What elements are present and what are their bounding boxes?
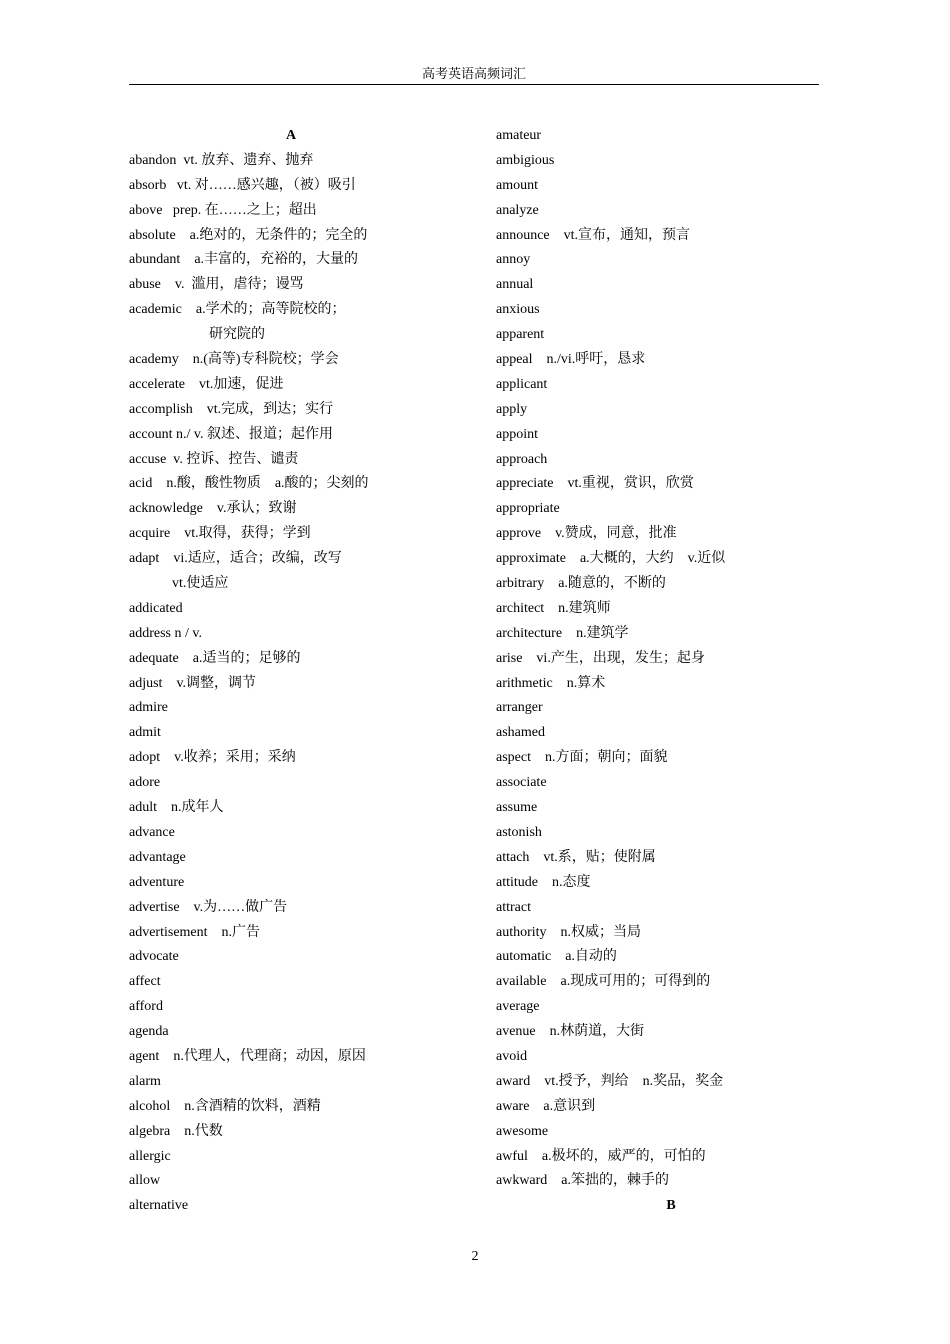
vocab-entry: applicant [496, 376, 548, 392]
vocab-entry: advocate [129, 949, 179, 965]
vocab-entry: address n / v. [129, 625, 202, 641]
vocab-entry: attach vt.系，贴；使附属 [496, 849, 656, 865]
vocab-entry: award vt.授予，判给 n.奖品，奖金 [496, 1073, 724, 1089]
vocab-entry: absolute a.绝对的，无条件的；完全的 [129, 227, 368, 243]
vocab-entry-continuation: vt.使适应 [172, 576, 229, 592]
vocab-entry: advance [129, 824, 175, 840]
vocab-entry: aware a.意识到 [496, 1098, 596, 1114]
vocab-entry: alternative [129, 1198, 189, 1214]
vocab-entry: appreciate vt.重视，赏识，欣赏 [496, 476, 694, 492]
vocab-entry: arranger [496, 700, 543, 716]
vocab-entry: attract [496, 899, 531, 915]
vocab-entry: accomplish vt.完成，到达；实行 [129, 401, 334, 417]
vocab-entry: allergic [129, 1148, 171, 1164]
vocab-entry: adult n.成年人 [129, 800, 224, 816]
vocab-entry: adventure [129, 874, 185, 890]
vocab-entry: ambigious [496, 152, 555, 168]
vocab-entry: announce vt.宣布，通知，预言 [496, 227, 691, 243]
vocab-entry: academic a.学术的；高等院校的； [129, 302, 346, 318]
vocab-entry: approximate a.大概的，大约 v.近似 [496, 551, 726, 567]
vocab-entry: avenue n.林荫道，大街 [496, 1024, 645, 1040]
vocab-entry: architect n.建筑师 [496, 600, 611, 616]
vocab-entry: assume [496, 800, 538, 816]
vocab-entry: acknowledge v.承认；致谢 [129, 501, 297, 517]
vocab-entry: authority n.权威；当局 [496, 924, 642, 940]
vocab-entry: appeal n./vi.呼吁，恳求 [496, 352, 646, 368]
vocab-entry: annual [496, 277, 534, 293]
vocab-entry: arbitrary a.随意的，不断的 [496, 576, 666, 592]
vocab-entry: absorb vt. 对……感兴趣，（被）吸引 [129, 177, 356, 193]
vocab-entry: admire [129, 700, 168, 716]
vocab-entry: approve v.赞成，同意，批准 [496, 526, 677, 542]
vocab-entry: algebra n.代数 [129, 1123, 223, 1139]
vocab-entry: arithmetic n.算术 [496, 675, 606, 691]
vocab-entry: awkward a.笨拙的，棘手的 [496, 1173, 670, 1189]
vocab-entry: abuse v. 滥用，虐待；谩骂 [129, 277, 304, 293]
vocab-entry: afford [129, 999, 163, 1015]
vocab-entry: apply [496, 401, 528, 417]
vocab-entry: astonish [496, 824, 542, 840]
vocab-entry: adequate a.适当的；足够的 [129, 650, 301, 666]
vocab-entry: above prep. 在……之上；超出 [129, 202, 317, 218]
vocab-entry: attitude n.态度 [496, 874, 591, 890]
page-number: 2 [471, 1249, 479, 1264]
vocab-entry: adopt v.收养；采用；采纳 [129, 750, 296, 766]
vocab-entry: affect [129, 974, 161, 990]
vocab-entry: annoy [496, 252, 531, 268]
vocab-entry: aspect n.方面；朝向；面貌 [496, 750, 668, 766]
vocab-entry: academy n.(高等)专科院校；学会 [129, 352, 339, 368]
vocab-entry: agenda [129, 1024, 169, 1040]
vocab-entry: acid n.酸，酸性物质 a.酸的；尖刻的 [129, 476, 369, 492]
vocab-entry: avoid [496, 1048, 528, 1064]
vocab-entry: architecture n.建筑学 [496, 625, 629, 641]
left-column [129, 124, 469, 1219]
vocab-entry: admit [129, 725, 161, 741]
vocab-entry: arise vi.产生，出现，发生；起身 [496, 650, 705, 666]
vocab-entry: appropriate [496, 501, 560, 517]
vocab-entry: advantage [129, 849, 186, 865]
vocab-entry: advertisement n.广告 [129, 924, 261, 940]
vocab-entry: alarm [129, 1073, 161, 1089]
right-column [496, 124, 826, 1219]
vocab-entry: awesome [496, 1123, 549, 1139]
vocab-entry: anxious [496, 302, 540, 318]
vocab-entry: automatic a.自动的 [496, 949, 617, 965]
section-letter: B [666, 1198, 676, 1214]
vocab-entry: abundant a.丰富的，充裕的，大量的 [129, 252, 359, 268]
vocab-entry: available a.现成可用的；可得到的 [496, 974, 711, 990]
vocab-entry: agent n.代理人，代理商；动因，原因 [129, 1048, 366, 1064]
vocab-entry: apparent [496, 327, 545, 343]
section-letter: A [285, 128, 297, 143]
vocab-entry: advertise v.为……做广告 [129, 899, 288, 915]
vocab-entry: adjust v.调整，调节 [129, 675, 257, 691]
vocab-entry: accuse v. 控诉、控告、谴责 [129, 451, 299, 467]
vocab-entry: awful a.极坏的，威严的，可怕的 [496, 1148, 706, 1164]
vocab-entry: appoint [496, 426, 538, 442]
vocab-entry: adapt vi.适应，适合；改编，改写 [129, 551, 342, 567]
vocab-entry: account n./ v. 叙述、报道；起作用 [129, 426, 334, 442]
vocab-entry: allow [129, 1173, 161, 1189]
vocab-entry: approach [496, 451, 548, 467]
vocab-entry-continuation: 研究院的 [209, 327, 265, 343]
header-divider [129, 84, 819, 85]
vocab-entry: amateur [496, 128, 542, 143]
vocab-entry: addicated [129, 600, 183, 616]
vocab-entry: alcohol n.含酒精的饮料，酒精 [129, 1098, 321, 1114]
page-header-title: 高考英语高频词汇 [421, 66, 526, 81]
vocab-entry: ashamed [496, 725, 545, 741]
vocab-entry: accelerate vt.加速，促进 [129, 376, 284, 392]
vocab-entry: analyze [496, 202, 539, 218]
vocab-entry: amount [496, 177, 538, 193]
vocab-entry: average [496, 999, 540, 1015]
vocab-entry: adore [129, 775, 161, 791]
vocab-entry: acquire vt.取得，获得；学到 [129, 526, 311, 542]
vocab-entry: associate [496, 775, 547, 791]
vocab-entry: abandon vt. 放弃、遗弃、抛弃 [129, 152, 314, 168]
